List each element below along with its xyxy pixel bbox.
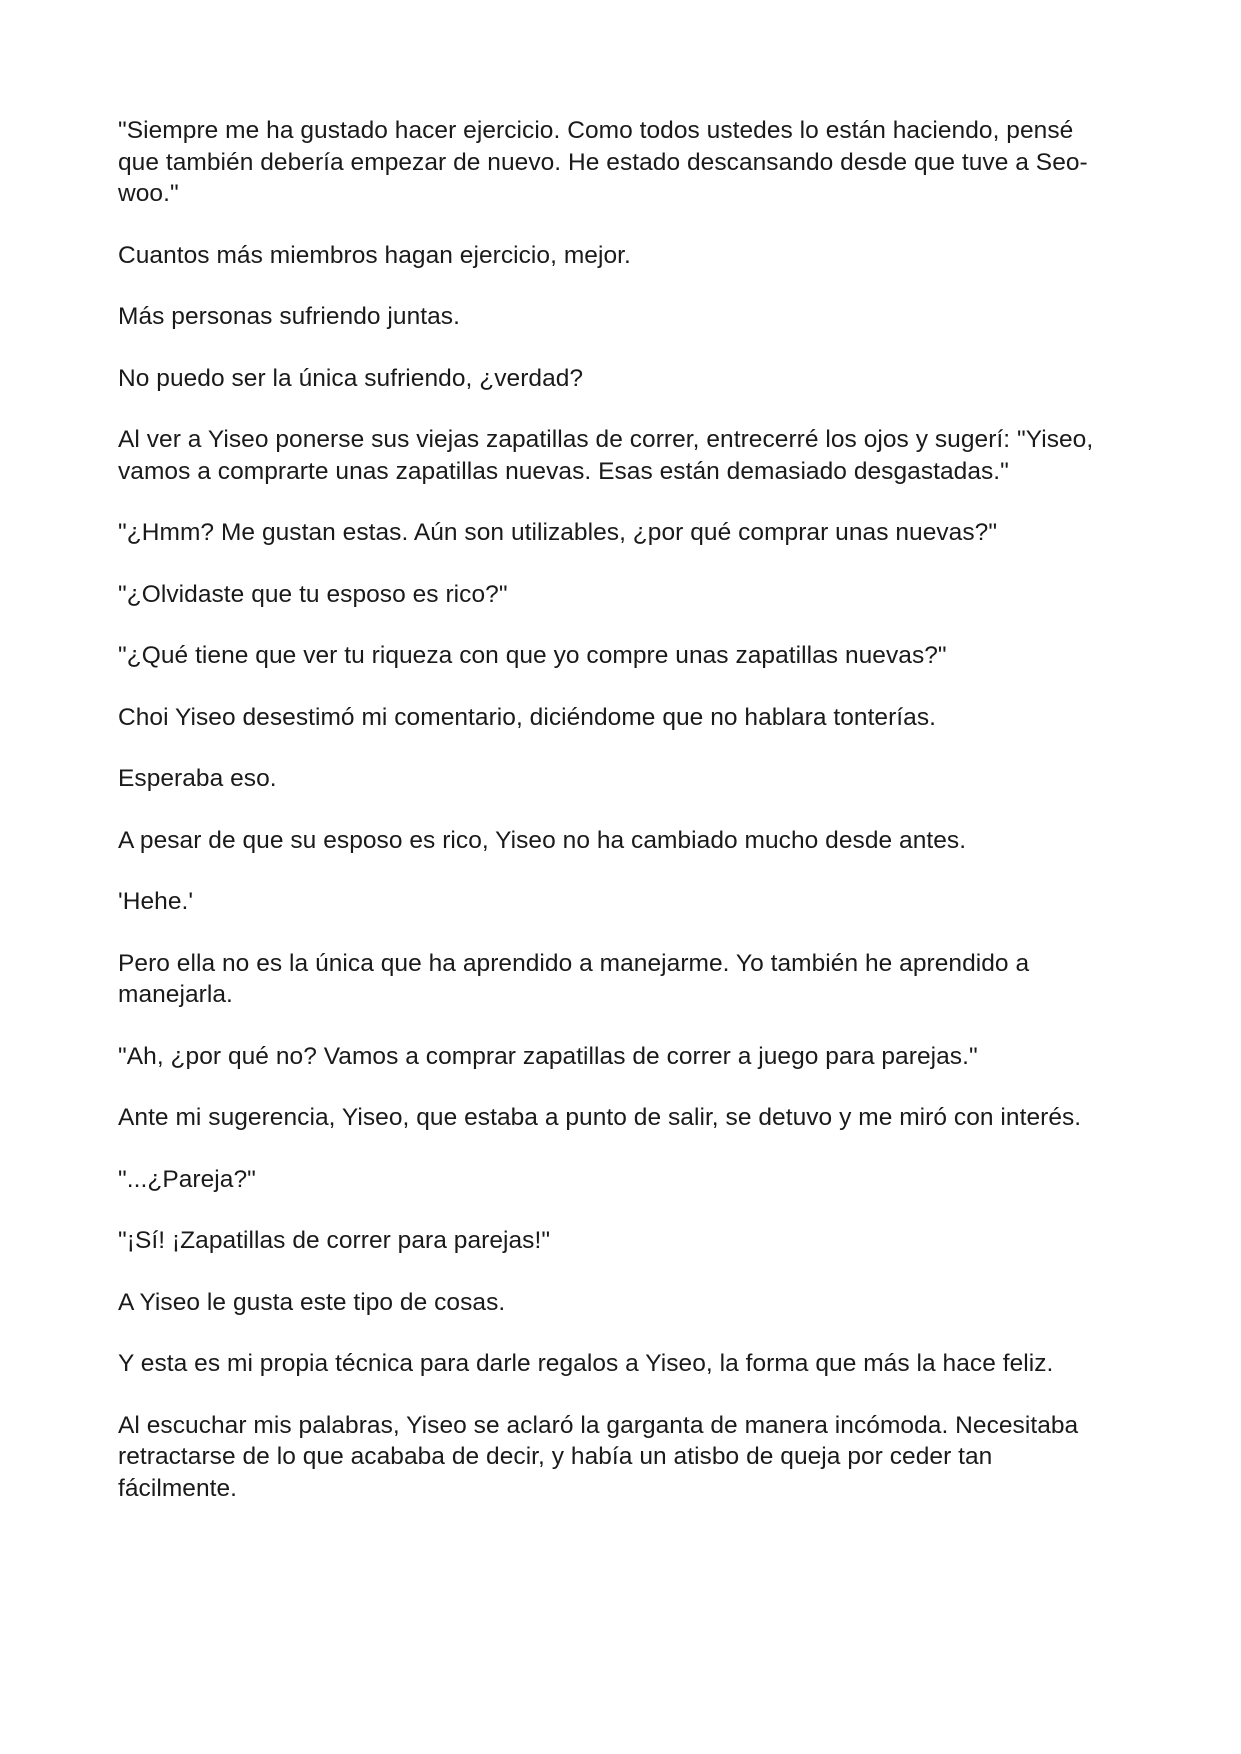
paragraph: "...¿Pareja?"	[118, 1165, 256, 1193]
paragraph: Choi Yiseo desestimó mi comentario, diciéndome que no hablara tonterías.	[118, 703, 936, 731]
document-body	[118, 115, 1111, 1504]
paragraph: Pero ella no es la única que ha aprendido a manejarme. Yo también he aprendido a manejarla.	[118, 949, 1030, 1008]
paragraph: Y esta es mi propia técnica para darle regalos a Yiseo, la forma que más la hace feliz.	[118, 1350, 1054, 1377]
paragraph: "¿Hmm? Me gustan estas. Aún son utilizables, ¿por qué comprar unas nuevas?"	[118, 519, 998, 546]
paragraph: "¿Qué tiene que ver tu riqueza con que yo compre unas zapatillas nuevas?"	[118, 642, 947, 669]
paragraph: "Ah, ¿por qué no? Vamos a comprar zapatillas de correr a juego para parejas."	[118, 1042, 978, 1070]
paragraph: Cuantos más miembros hagan ejercicio, mejor.	[118, 241, 631, 269]
paragraph: Esperaba eso.	[118, 765, 277, 792]
paragraph: Al ver a Yiseo ponerse sus viejas zapatillas de correr, entrecerré los ojos y sugerí: "Yiseo, vamos a comprarte unas zapatillas nuevas. Esas están demasiado desgastadas."	[118, 426, 1094, 485]
paragraph: A pesar de que su esposo es rico, Yiseo no ha cambiado mucho desde antes.	[118, 826, 967, 854]
paragraph: 'Hehe.'	[118, 888, 194, 915]
paragraph: "¡Sí! ¡Zapatillas de correr para parejas!"	[118, 1227, 551, 1254]
paragraph: "Siempre me ha gustado hacer ejercicio. Como todos ustedes lo están haciendo, pensé que también debería empezar de nuevo. He estado descansando desde que tuve a Seo-woo."	[118, 117, 1088, 207]
paragraph: Ante mi sugerencia, Yiseo, que estaba a punto de salir, se detuvo y me miró con interés.	[118, 1104, 1082, 1131]
paragraph: No puedo ser la única sufriendo, ¿verdad?	[118, 364, 584, 392]
paragraph: Más personas sufriendo juntas.	[118, 303, 460, 330]
paragraph: A Yiseo le gusta este tipo de cosas.	[118, 1288, 506, 1316]
paragraph: "¿Olvidaste que tu esposo es rico?"	[118, 580, 508, 608]
paragraph: Al escuchar mis palabras, Yiseo se aclaró la garganta de manera incómoda. Necesitaba retractarse de lo que acababa de decir, y había un atisbo de queja por ceder tan fácilmente.	[118, 1411, 1079, 1502]
